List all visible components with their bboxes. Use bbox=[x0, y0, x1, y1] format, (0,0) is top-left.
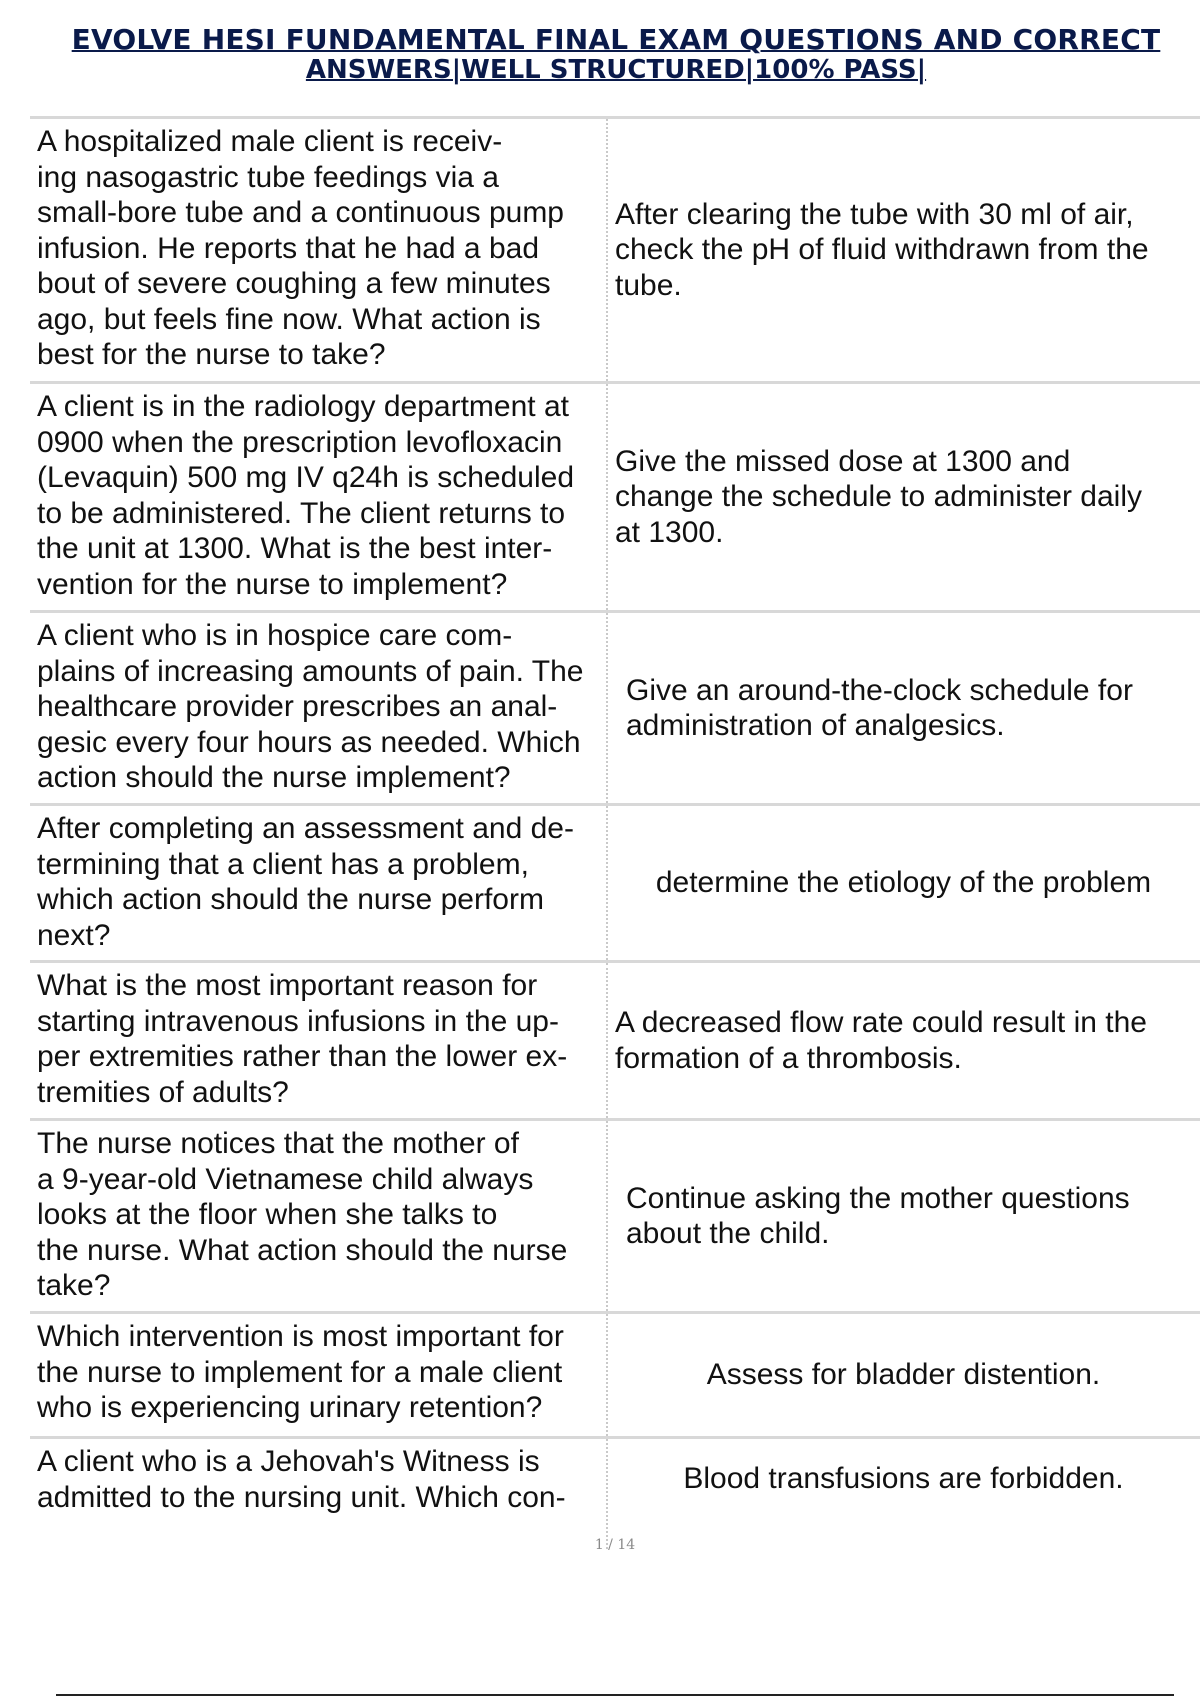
question-cell: A hospitalized male client is receiv- ing nasogastric tube feedings via a small-bore tube and a continuous pump infusion. He reports that he had a bad bout of severe coughing a few minutes ago, but feels fine now. What action is best for the nurse to take? bbox=[30, 119, 608, 381]
answer-cell: Blood transfusions are forbidden. bbox=[683, 1462, 1124, 1495]
qa-row bbox=[30, 806, 1200, 963]
answer-cell: Give the missed dose at 1300 and change the schedule to administer daily at 1300. bbox=[615, 444, 1142, 549]
document-title bbox=[56, 24, 1176, 84]
page-number: 1 / 14 bbox=[594, 1537, 636, 1553]
answer-cell: Assess for bladder distention. bbox=[706, 1358, 1101, 1392]
answer-cell: Give an around-the-clock schedule for administration of analgesics. bbox=[626, 673, 1133, 742]
answer-cell: determine the etiology of the problem bbox=[655, 866, 1152, 900]
question-cell: A client who is a Jehovah's Witness is admitted to the nursing unit. Which con- bbox=[30, 1439, 608, 1549]
answer-cell: Continue asking the mother questions about the child. bbox=[626, 1181, 1130, 1250]
qa-row bbox=[30, 1439, 1200, 1549]
question-cell: A client who is in hospice care com- plains of increasing amounts of pain. The healthcare provider prescribes an anal- gesic every four hours as needed. Which action should the nurse implement? bbox=[30, 613, 608, 803]
answer-cell: A decreased flow rate could result in the formation of a thrombosis. bbox=[615, 1006, 1147, 1075]
question-cell: Which intervention is most important for the nurse to implement for a male client who is experiencing urinary retention? bbox=[30, 1314, 608, 1436]
qa-row bbox=[30, 1121, 1200, 1314]
answer-cell: After clearing the tube with 30 ml of air, check the pH of fluid withdrawn from the tube. bbox=[615, 197, 1149, 302]
qa-row bbox=[30, 1314, 1200, 1439]
qa-row bbox=[30, 384, 1200, 613]
question-answer-table bbox=[30, 116, 1200, 1549]
question-cell: What is the most important reason for starting intravenous infusions in the up- per extremities rather than the lower ex- tremities of adults? bbox=[30, 963, 608, 1118]
footer-divider bbox=[56, 1694, 1174, 1696]
question-cell: After completing an assessment and de- termining that a client has a problem, which action should the nurse perform next? bbox=[30, 806, 608, 960]
qa-row bbox=[30, 613, 1200, 806]
qa-row bbox=[30, 963, 1200, 1121]
question-cell: The nurse notices that the mother of a 9-year-old Vietnamese child always looks at the floor when she talks to the nurse. What action should the nurse take? bbox=[30, 1121, 608, 1311]
qa-row bbox=[30, 119, 1200, 384]
title-line-1: EVOLVE HESI FUNDAMENTAL FINAL EXAM QUESTIONS AND CORRECT bbox=[71, 23, 1161, 56]
question-cell: A client is in the radiology department at 0900 when the prescription levofloxacin (Levaquin) 500 mg IV q24h is scheduled to be administered. The client returns to the unit at 1300. What is the best inter- vention for the nurse to implement? bbox=[30, 384, 608, 610]
title-line-2: ANSWERS|WELL STRUCTURED|100% PASS| bbox=[305, 55, 927, 85]
